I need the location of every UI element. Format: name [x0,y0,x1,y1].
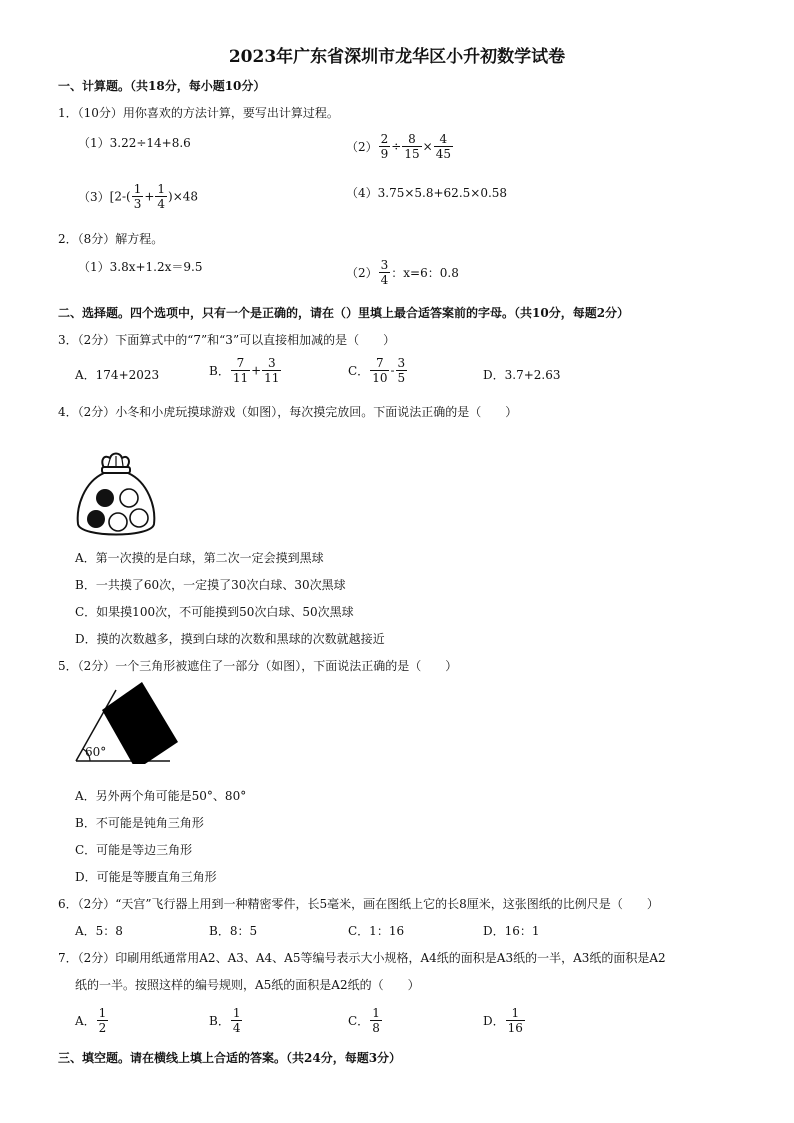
fraction: $\frac{3}{5}$ [397,356,406,385]
q3-stem: 3．（2分）下面算式中的“7”和“3”可以直接相加减的是（ ） [58,333,396,347]
q1-stem: 1．（10分）用你喜欢的方法计算，要写出计算过程。 [58,106,339,120]
q5-option-c: C．可能是等边三角形 [75,843,193,857]
q1-part2: （2） $\frac{2}{9}$ ÷ $\frac{8}{15}$ × $\frac{4}{45}$ [346,132,451,161]
fraction: $\frac{1}{4}$ [232,1006,241,1035]
black-ball [87,510,105,528]
q7-line1: 7．（2分）印刷用纸通常用A2、A3、A4、A5等编号表示大小规格，A4纸的面积是A3纸的一半，A3纸的面积是A2 [58,951,666,965]
q4-option-d: D．摸的次数越多，摸到白球的次数和黑球的次数就越接近 [75,632,385,646]
q6-stem: 6．（2分）“天宫”飞行器上用到一种精密零件，长5毫米，画在图纸上它的长8厘米，这张图纸的比例尺是（ ） [58,897,659,911]
q4-option-b: B．一共摸了60次，一定摸了30次白球、30次黑球 [75,578,346,592]
svg-text:60°: 60° [85,745,107,759]
q3-option-d: D．3.7+2.63 [483,368,561,382]
fraction: $\frac{1}{16}$ [507,1006,523,1035]
fraction: $\frac{4}{45}$ [435,132,451,161]
fraction: $\frac{1}{3}$ [133,182,142,211]
triangle-figure [74,682,186,764]
fraction: $\frac{2}{9}$ [380,132,389,161]
ball-bag-figure [74,452,158,540]
q7-option-d: D． $\frac{1}{16}$ [483,1006,523,1035]
page-title: 2023年广东省深圳市龙华区小升初数学试卷 [228,47,566,67]
q4-stem: 4．（2分）小冬和小虎玩摸球游戏（如图），每次摸完放回。下面说法正确的是（ ） [58,405,518,419]
q5-option-d: D．可能是等腰直角三角形 [75,870,217,884]
q7-option-c: C． $\frac{1}{8}$ [348,1006,380,1035]
q5-stem: 5．（2分）一个三角形被遮住了一部分（如图），下面说法正确的是（ ） [58,659,458,673]
q7-option-b: B． $\frac{1}{4}$ [209,1006,241,1035]
fraction: $\frac{3}{4}$ [380,258,389,287]
black-ball [96,489,114,507]
white-ball [130,509,148,527]
q7-option-a: A． $\frac{1}{2}$ [75,1006,107,1035]
fraction: $\frac{8}{15}$ [404,132,420,161]
section-heading-1: 一、计算题。（共18分，每小题10分） [58,79,266,93]
q1-part2-label: （2） [346,140,378,154]
q6-option-c: C．1：16 [348,924,405,938]
q7-line2: 纸的一半。按照这样的编号规则，A5纸的面积是A2纸的（ ） [75,978,420,992]
fraction: $\frac{1}{8}$ [372,1006,380,1035]
fraction: $\frac{1}{2}$ [98,1006,107,1035]
q1-part4: （4）3.75×5.8+62.5×0.58 [346,186,508,200]
section-heading-2: 二、选择题。四个选项中，只有一个是正确的，请在（）里填上最合适答案前的字母。（共10分，每题2分） [58,306,630,320]
q2-part2: （2） $\frac{3}{4}$ ：x=6：0.8 [346,258,459,287]
q4-option-c: C．如果摸100次，不可能摸到50次白球、50次黑球 [75,605,354,619]
q3-option-a: A．174+2023 [75,368,160,382]
q2-stem: 2．（8分）解方程。 [58,232,164,246]
q2-part1: （1）3.8x+1.2x＝9.5 [78,260,203,274]
q6-option-a: A．5：8 [75,924,123,938]
q5-option-a: A．另外两个角可能是50°、80° [75,789,247,803]
q3-option-b: B． $\frac{7}{11}$ + $\frac{3}{11}$ [209,356,280,385]
q1-part3: （3）[2-( $\frac{1}{3}$ + $\frac{1}{4}$ )×48 [78,182,199,211]
q5-option-b: B．不可能是钝角三角形 [75,816,204,830]
fraction: $\frac{3}{11}$ [264,356,280,385]
q6-option-b: B．8：5 [209,924,258,938]
white-ball [120,489,138,507]
section-heading-3: 三、填空题。请在横线上填上合适的答案。（共24分，每题3分） [58,1051,402,1065]
q1-part1: （1）3.22÷14+8.6 [78,136,191,150]
q3-option-c: C． $\frac{7}{10}$ - $\frac{3}{5}$ [348,356,406,385]
q4-option-a: A．第一次摸的是白球，第二次一定会摸到黑球 [75,551,324,565]
q6-option-d: D．16：1 [483,924,540,938]
fraction: $\frac{7}{11}$ [232,356,249,385]
fraction: $\frac{7}{10}$ [372,356,388,385]
fraction: $\frac{1}{4}$ [157,182,166,211]
white-ball [109,513,127,531]
